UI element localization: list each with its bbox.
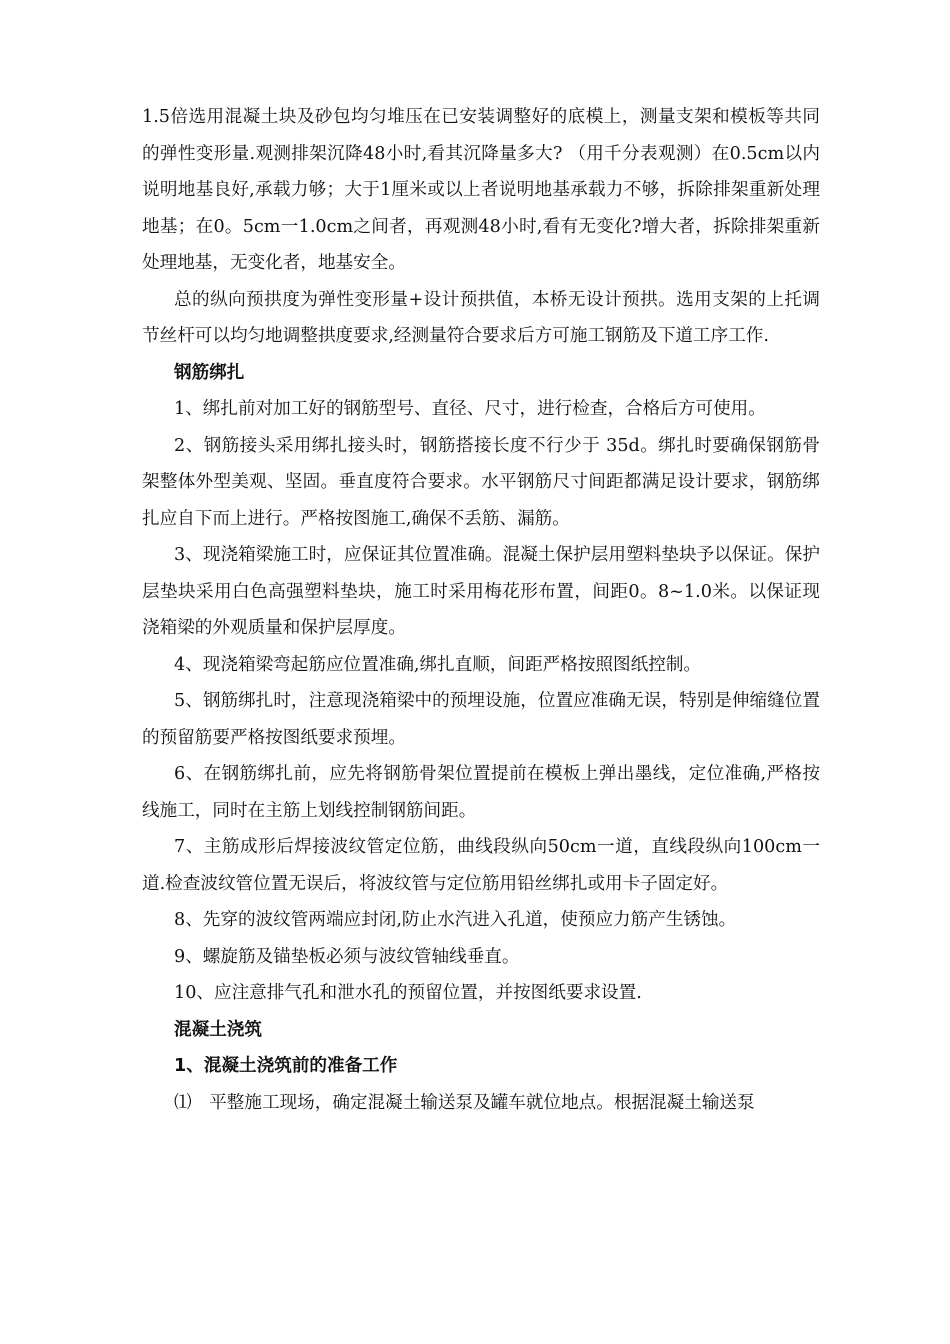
rebar-item-4: 4、现浇箱梁弯起筋应位置准确,绑扎直顺，间距严格按照图纸控制。 <box>174 654 702 675</box>
rebar-item-2: 2、钢筋接头采用绑扎接头时，钢筋搭接长度不行少于 35d。绑扎时要确保钢筋骨架整体外型美观、坚固。垂直度符合要求。水平钢筋尺寸间距都满足设计要求，钢筋绑扎应自下而上进行。严格按图施工,确保不丢筋、漏筋。 <box>142 435 820 529</box>
paragraph-pre-camber: 总的纵向预拱度为弹性变形量+设计预拱值，本桥无设计预拱。选用支架的上托调节丝杆可以均匀地调整拱度要求,经测量符合要求后方可施工钢筋及下道工序工作. <box>142 289 820 346</box>
rebar-item-9: 9、螺旋筋及锚垫板必须与波纹管轴线垂直。 <box>174 946 520 967</box>
rebar-item-6: 6、在钢筋绑扎前，应先将钢筋骨架位置提前在模板上弹出墨线，定位准确,严格按线施工，同时在主筋上划线控制钢筋间距。 <box>142 764 820 821</box>
section-heading-rebar-binding: 钢筋绑扎 <box>174 362 245 383</box>
rebar-item-3: 3、现浇箱梁施工时，应保证其位置准确。混凝土保护层用塑料垫块予以保证。保护层垫块采用白色高强塑料垫块，施工时采用梅花形布置，间距0。8~1.0米。以保证现浇箱梁的外观质量和保护层厚度。 <box>142 545 820 638</box>
rebar-item-8: 8、先穿的波纹管两端应封闭,防止水汽进入孔道，使预应力筋产生锈蚀。 <box>174 910 737 930</box>
rebar-item-7: 7、主筋成形后焊接波纹管定位筋，曲线段纵向50cm一道，直线段纵向100cm一道.检查波纹管位置无误后，将波纹管与定位筋用铅丝绑扎或用卡子固定好。 <box>142 837 820 894</box>
section-heading-concrete-pouring: 混凝土浇筑 <box>174 1019 262 1040</box>
rebar-item-1: 1、绑扎前对加工好的钢筋型号、直径、尺寸，进行检查，合格后方可使用。 <box>174 399 766 419</box>
paragraph-settlement-observation: 1.5倍选用混凝土块及砂包均匀堆压在已安装调整好的底模上，测量支架和模板等共同的弹性变形量.观测排架沉降48小时,看其沉降量多大? （用千分表观测）在0.5cm以内说明地基良好,承载力够；大于1厘米或以上者说明地基承载力不够，拆除排架重新处理地基；在0。5cm一1.0cm之间者，再观测48小时,看有无变化?增大者，拆除排架重新处理地基，无变化者，地基安全。 <box>142 107 820 273</box>
subsection-heading-preparation: 1、混凝土浇筑前的准备工作 <box>174 1056 398 1076</box>
rebar-item-10: 10、应注意排气孔和泄水孔的预留位置，并按图纸要求设置. <box>174 983 642 1003</box>
document-body <box>142 99 820 1121</box>
rebar-item-5: 5、钢筋绑扎时，注意现浇箱梁中的预埋设施，位置应准确无误，特别是伸缩缝位置的预留筋要严格按图纸要求预埋。 <box>142 691 820 748</box>
preparation-item-1: ⑴ 平整施工现场，确定混凝土输送泵及罐车就位地点。根据混凝土输送泵 <box>174 1092 755 1113</box>
